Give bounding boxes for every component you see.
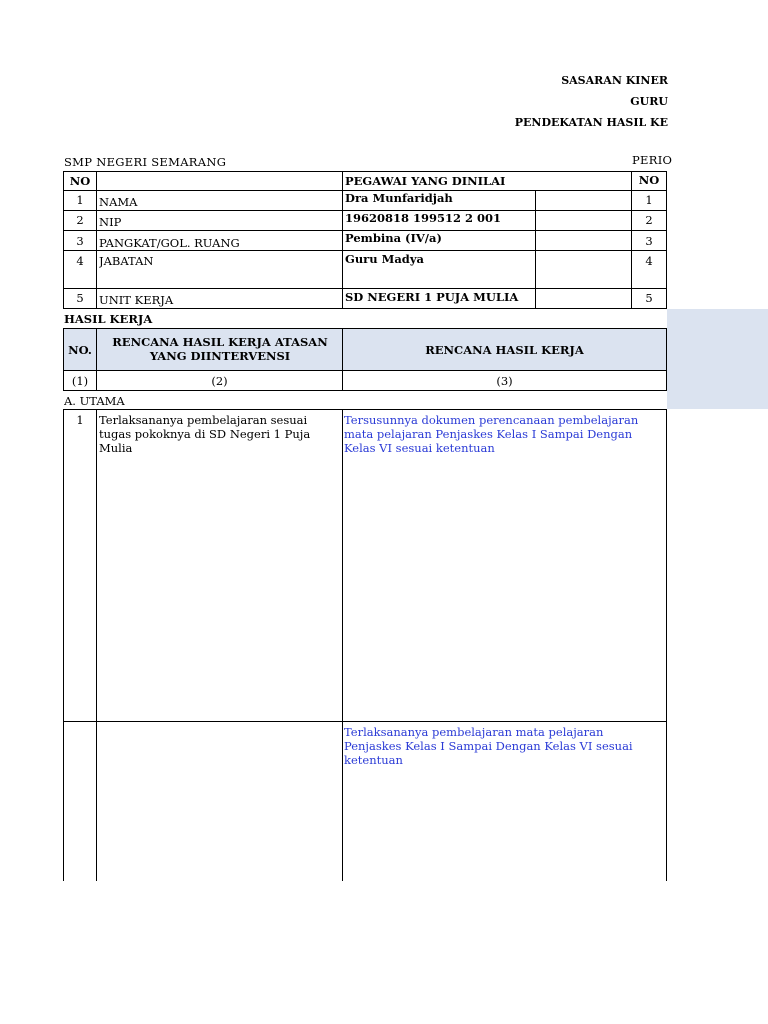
hasil-num-1: (1) bbox=[71, 374, 89, 388]
doc-title-line1: SASARAN KINER bbox=[561, 74, 668, 87]
identity-row-label: JABATAN bbox=[99, 254, 154, 268]
hasil-num-2: (2) bbox=[211, 374, 228, 388]
school-name: SMP NEGERI SEMARANG bbox=[64, 155, 227, 169]
identity-row-no: 4 bbox=[76, 254, 84, 268]
hasil-num-3: (3) bbox=[496, 374, 513, 388]
identity-col-no-right: NO bbox=[638, 173, 660, 187]
identity-row-no: 5 bbox=[76, 291, 84, 305]
doc-title-line2: GURU bbox=[630, 95, 668, 108]
hasil-col-rencana: RENCANA HASIL KERJA bbox=[425, 343, 584, 357]
identity-row-label: PANGKAT/GOL. RUANG bbox=[99, 236, 240, 250]
identity-row-value: SD NEGERI 1 PUJA MULIA bbox=[345, 290, 519, 304]
identity-row-no-right: 1 bbox=[645, 193, 653, 207]
hasil-row-rencana: Terlaksananya pembelajaran mata pelajaran Penjaskes Kelas I Sampai Dengan Kelas VI sesuai ketentuan bbox=[344, 725, 633, 767]
identity-row-value: Pembina (IV/a) bbox=[345, 231, 442, 245]
hasil-col-atasan: RENCANA HASIL KERJA ATASAN YANG DIINTERVENSI bbox=[112, 335, 328, 363]
identity-row-no-right: 3 bbox=[645, 234, 653, 248]
hasil-row-atasan: Terlaksananya pembelajaran sesuai tugas pokoknya di SD Negeri 1 Puja Mulia bbox=[99, 413, 311, 455]
identity-row-no: 1 bbox=[76, 193, 84, 207]
hasil-row-no: 1 bbox=[76, 413, 84, 427]
identity-row-value: Guru Madya bbox=[345, 252, 424, 266]
period-label: PERIO bbox=[632, 153, 673, 167]
identity-row-no-right: 2 bbox=[645, 213, 653, 227]
hasil-col-no: NO. bbox=[68, 343, 92, 357]
section-title: HASIL KERJA bbox=[64, 312, 153, 326]
identity-row-no: 2 bbox=[76, 213, 84, 227]
identity-row-no-right: 5 bbox=[645, 291, 653, 305]
identity-row-label: NAMA bbox=[99, 195, 138, 209]
identity-row-no: 3 bbox=[76, 234, 84, 248]
identity-col-pegawai: PEGAWAI YANG DINILAI bbox=[345, 174, 506, 188]
doc-title-line3: PENDEKATAN HASIL KE bbox=[514, 116, 668, 129]
identity-col-no: NO bbox=[69, 174, 91, 188]
identity-row-no-right: 4 bbox=[645, 254, 653, 268]
identity-row-label: UNIT KERJA bbox=[99, 293, 174, 307]
group-label: A. UTAMA bbox=[64, 394, 125, 408]
identity-row-label: NIP bbox=[99, 215, 122, 229]
identity-row-value: 19620818 199512 2 001 bbox=[345, 211, 502, 225]
identity-row-value: Dra Munfaridjah bbox=[345, 191, 453, 205]
hasil-row-rencana: Tersusunnya dokumen perencanaan pembelajaran mata pelajaran Penjaskes Kelas I Sampai Dengan Kelas VI sesuai ketentuan bbox=[344, 413, 639, 455]
highlight-band bbox=[667, 309, 768, 409]
